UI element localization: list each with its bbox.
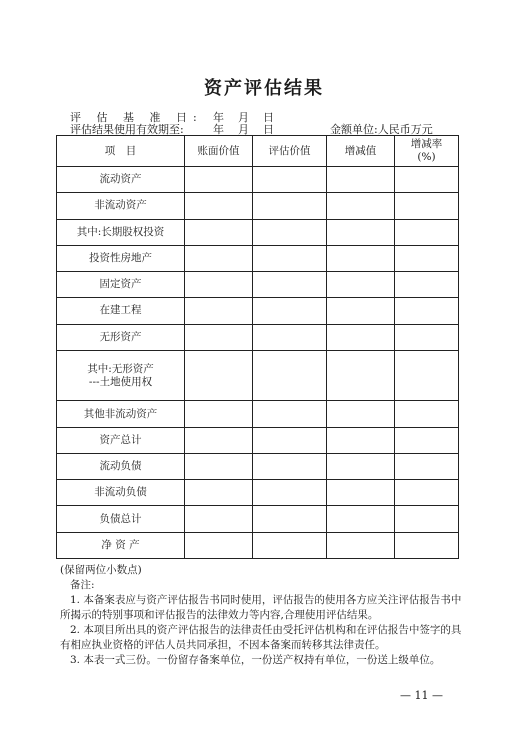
cell-change-amount[interactable] bbox=[327, 324, 395, 350]
cell-change-rate[interactable] bbox=[395, 272, 459, 298]
base-date-label: 评 估 基 准 日: bbox=[70, 111, 203, 124]
cell-book-value[interactable] bbox=[185, 350, 253, 401]
cell-book-value[interactable] bbox=[185, 193, 253, 219]
cell-change-rate[interactable] bbox=[395, 427, 459, 453]
row-label: 固定资产 bbox=[57, 272, 185, 298]
cell-book-value[interactable] bbox=[185, 167, 253, 193]
table-row bbox=[57, 219, 459, 245]
row-label-line1: 其中:无形资产 bbox=[87, 362, 154, 375]
row-label: 非流动资产 bbox=[57, 193, 185, 219]
col-book-value: 账面价值 bbox=[185, 136, 253, 167]
note-item-3: 3. 本表一式三份。一份留存备案单位，一份送产权持有单位，一份送上级单位。 bbox=[70, 654, 441, 666]
cell-change-amount[interactable] bbox=[327, 427, 395, 453]
cell-change-amount[interactable] bbox=[327, 193, 395, 219]
cell-assessed-value[interactable] bbox=[253, 350, 327, 401]
cell-change-rate[interactable] bbox=[395, 401, 459, 427]
row-label-line2: ---土地使用权 bbox=[88, 375, 153, 388]
cell-assessed-value[interactable] bbox=[253, 532, 327, 558]
row-label: 净 资 产 bbox=[57, 532, 185, 558]
cell-assessed-value[interactable] bbox=[253, 453, 327, 479]
table-row bbox=[57, 427, 459, 453]
table-row bbox=[57, 401, 459, 427]
table-row bbox=[57, 480, 459, 506]
cell-change-amount[interactable] bbox=[327, 219, 395, 245]
table-row bbox=[57, 453, 459, 479]
row-label: 在建工程 bbox=[57, 298, 185, 324]
col-change-rate-unit: (%) bbox=[417, 151, 436, 163]
base-date-month: 月 bbox=[238, 111, 249, 124]
cell-change-rate[interactable] bbox=[395, 193, 459, 219]
cell-assessed-value[interactable] bbox=[253, 298, 327, 324]
table-row bbox=[57, 324, 459, 350]
cell-assessed-value[interactable] bbox=[253, 480, 327, 506]
cell-change-amount[interactable] bbox=[327, 480, 395, 506]
cell-change-amount[interactable] bbox=[327, 167, 395, 193]
row-label: 负债总计 bbox=[57, 506, 185, 532]
notes-heading: 备注: bbox=[70, 579, 95, 591]
row-label: 无形资产 bbox=[57, 324, 185, 350]
table-row bbox=[57, 506, 459, 532]
table-row bbox=[57, 245, 459, 271]
col-assessed-value: 评估价值 bbox=[253, 136, 327, 167]
cell-change-amount[interactable] bbox=[327, 401, 395, 427]
cell-change-rate[interactable] bbox=[395, 350, 459, 401]
validity-month: 月 bbox=[238, 123, 249, 136]
cell-change-amount[interactable] bbox=[327, 272, 395, 298]
cell-change-rate[interactable] bbox=[395, 532, 459, 558]
cell-book-value[interactable] bbox=[185, 219, 253, 245]
cell-change-rate[interactable] bbox=[395, 480, 459, 506]
row-label bbox=[57, 350, 185, 401]
cell-change-rate[interactable] bbox=[395, 453, 459, 479]
cell-change-rate[interactable] bbox=[395, 167, 459, 193]
cell-book-value[interactable] bbox=[185, 272, 253, 298]
validity-day: 日 bbox=[263, 123, 274, 136]
table-row bbox=[57, 532, 459, 558]
cell-book-value[interactable] bbox=[185, 324, 253, 350]
cell-change-amount[interactable] bbox=[327, 245, 395, 271]
col-change-rate bbox=[395, 136, 459, 167]
page-number: — 11 — bbox=[400, 689, 443, 702]
cell-assessed-value[interactable] bbox=[253, 506, 327, 532]
cell-book-value[interactable] bbox=[185, 506, 253, 532]
cell-book-value[interactable] bbox=[185, 298, 253, 324]
cell-change-rate[interactable] bbox=[395, 298, 459, 324]
cell-book-value[interactable] bbox=[185, 453, 253, 479]
cell-assessed-value[interactable] bbox=[253, 193, 327, 219]
table-row bbox=[57, 298, 459, 324]
base-date-year: 年 bbox=[213, 111, 224, 124]
cell-change-rate[interactable] bbox=[395, 245, 459, 271]
cell-assessed-value[interactable] bbox=[253, 427, 327, 453]
row-label: 非流动负债 bbox=[57, 480, 185, 506]
cell-book-value[interactable] bbox=[185, 245, 253, 271]
row-label: 投资性房地产 bbox=[57, 245, 185, 271]
cell-assessed-value[interactable] bbox=[253, 324, 327, 350]
cell-change-rate[interactable] bbox=[395, 324, 459, 350]
col-change-amount: 增减值 bbox=[327, 136, 395, 167]
cell-change-rate[interactable] bbox=[395, 506, 459, 532]
validity-year: 年 bbox=[213, 123, 224, 136]
row-label: 资产总计 bbox=[57, 427, 185, 453]
row-label: 其他非流动资产 bbox=[57, 401, 185, 427]
cell-assessed-value[interactable] bbox=[253, 167, 327, 193]
col-item: 项 目 bbox=[57, 136, 185, 167]
cell-book-value[interactable] bbox=[185, 427, 253, 453]
cell-change-amount[interactable] bbox=[327, 532, 395, 558]
cell-change-amount[interactable] bbox=[327, 506, 395, 532]
decimal-note: (保留两位小数点) bbox=[60, 564, 142, 576]
cell-book-value[interactable] bbox=[185, 480, 253, 506]
note-item-2: 2. 本项目所出具的资产评估报告的法律责任由受托评估机构和在评估报告中签字的具有相应执业资格的评估人员共同承担，不因本备案而转移其法律责任。 bbox=[60, 624, 462, 651]
assessment-result-table bbox=[56, 135, 459, 559]
notes-section bbox=[60, 563, 465, 668]
cell-assessed-value[interactable] bbox=[253, 219, 327, 245]
cell-change-rate[interactable] bbox=[395, 219, 459, 245]
cell-assessed-value[interactable] bbox=[253, 272, 327, 298]
cell-book-value[interactable] bbox=[185, 532, 253, 558]
note-item-1: 1. 本备案表应与资产评估报告书同时使用，评估报告的使用各方应关注评估报告书中所揭示的特别事项和评估报告的法律效力等内容,合理使用评估结果。 bbox=[60, 594, 462, 621]
table-header-row bbox=[57, 136, 459, 167]
col-change-rate-label: 增减率 bbox=[410, 138, 443, 150]
row-label: 其中:长期股权投资 bbox=[57, 219, 185, 245]
table-row bbox=[57, 167, 459, 193]
cell-assessed-value[interactable] bbox=[253, 245, 327, 271]
cell-assessed-value[interactable] bbox=[253, 401, 327, 427]
cell-book-value[interactable] bbox=[185, 401, 253, 427]
validity-label: 评估结果使用有效期至: bbox=[70, 123, 184, 136]
base-date-day: 日 bbox=[263, 111, 274, 124]
page-title: 资产评估结果 bbox=[204, 78, 324, 99]
cell-change-amount[interactable] bbox=[327, 453, 395, 479]
table-row bbox=[57, 272, 459, 298]
cell-change-amount[interactable] bbox=[327, 350, 395, 401]
table-row bbox=[57, 193, 459, 219]
currency-unit: 金额单位:人民币万元 bbox=[330, 123, 433, 136]
row-label: 流动负债 bbox=[57, 453, 185, 479]
row-label: 流动资产 bbox=[57, 167, 185, 193]
cell-change-amount[interactable] bbox=[327, 298, 395, 324]
table-row bbox=[57, 350, 459, 401]
